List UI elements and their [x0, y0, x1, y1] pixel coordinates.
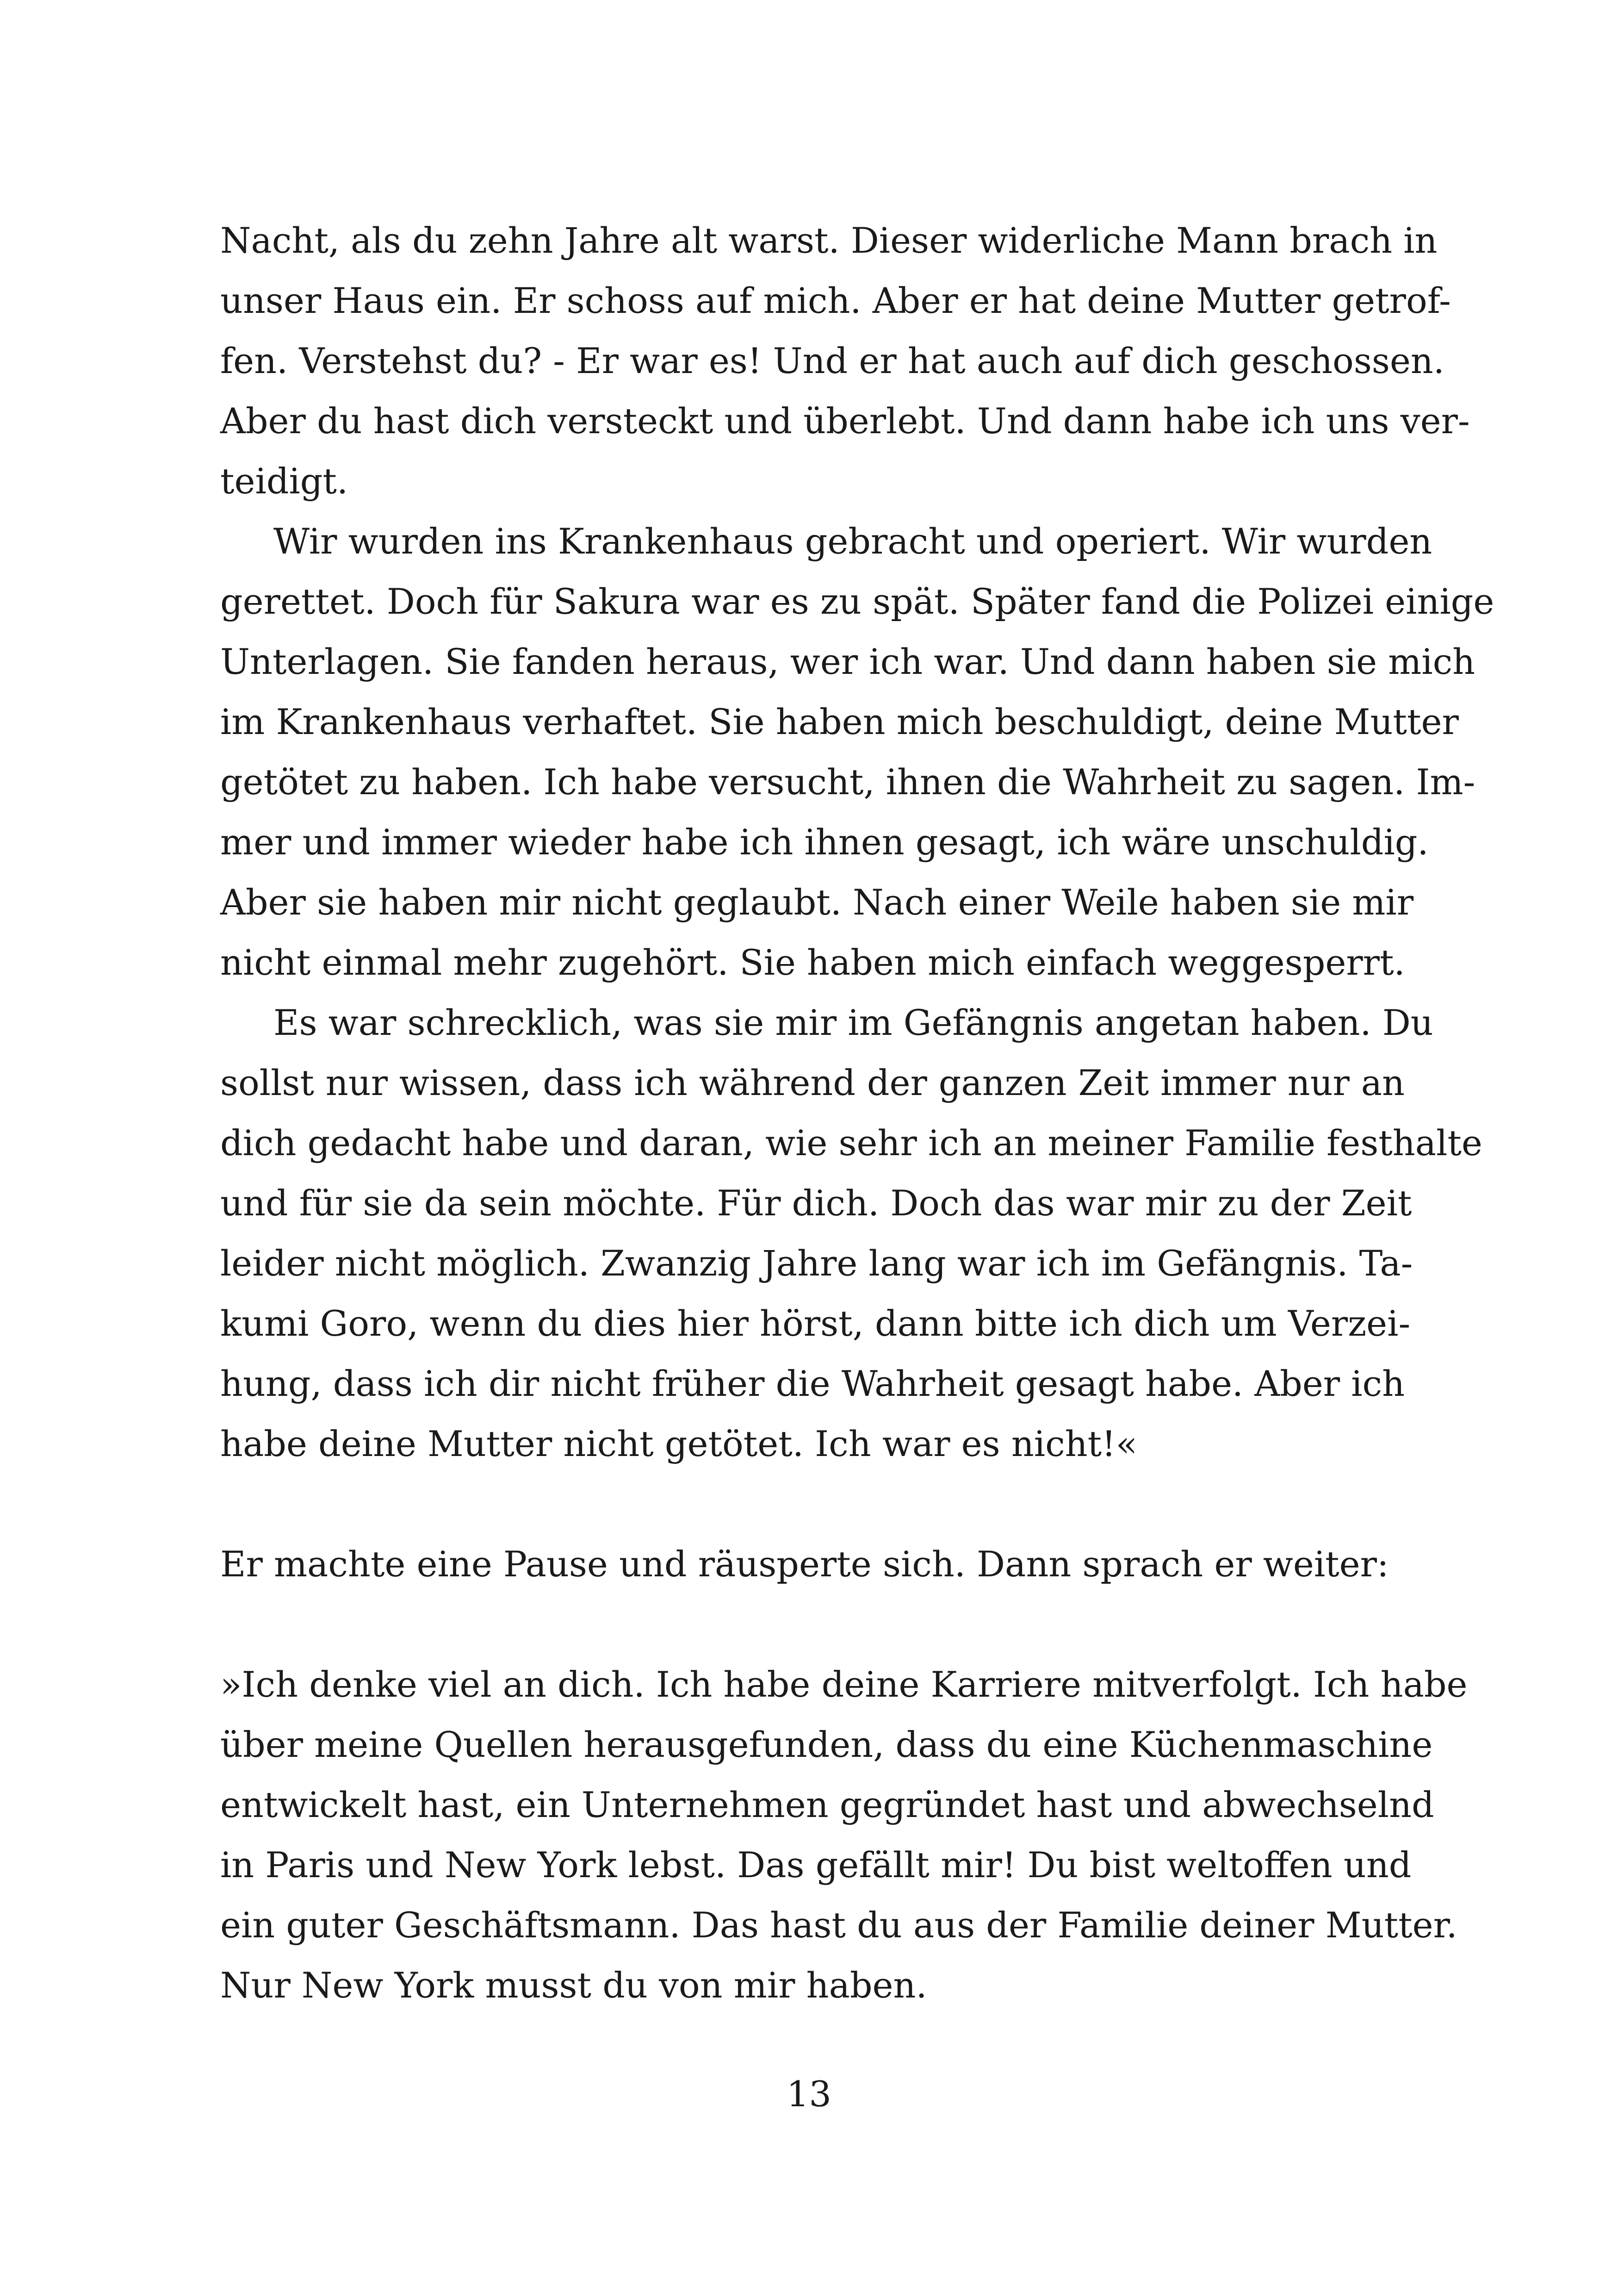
text-line: sollst nur wissen, dass ich während der ganzen Zeit immer nur an — [220, 1062, 1405, 1103]
text-line: unser Haus ein. Er schoss auf mich. Aber er hat deine Mutter getrof- — [220, 280, 1451, 321]
text-line: »Ich denke viel an dich. Ich habe deine Karriere mitverfolgt. Ich habe — [220, 1664, 1468, 1705]
text-line: ein guter Geschäftsmann. Das hast du aus der Familie deiner Mutter. — [220, 1904, 1457, 1946]
text-line: dich gedacht habe und daran, wie sehr ich an meiner Familie festhalte — [220, 1122, 1482, 1164]
text-line: und für sie da sein möchte. Für dich. Doch das war mir zu der Zeit — [220, 1182, 1412, 1224]
text-line: gerettet. Doch für Sakura war es zu spät. Später fand die Polizei einige — [220, 581, 1494, 622]
text-line: Unterlagen. Sie fanden heraus, wer ich war. Und dann haben sie mich — [220, 641, 1475, 682]
text-line: hung, dass ich dir nicht früher die Wahrheit gesagt habe. Aber ich — [220, 1363, 1405, 1404]
text-line: fen. Verstehst du? - Er war es! Und er hat auch auf dich geschossen. — [220, 340, 1444, 381]
text-line: Aber du hast dich versteckt und überlebt. Und dann habe ich uns ver- — [220, 400, 1470, 442]
text-line: Es war schrecklich, was sie mir im Gefängnis angetan haben. Du — [273, 1002, 1433, 1043]
text-line: kumi Goro, wenn du dies hier hörst, dann bitte ich dich um Verzei- — [220, 1303, 1411, 1344]
body-text — [220, 211, 1494, 2016]
paragraph-1 — [220, 211, 1470, 511]
text-line: Nacht, als du zehn Jahre alt warst. Dieser widerliche Mann brach in — [220, 220, 1438, 261]
paragraph-2 — [220, 511, 1494, 993]
text-line: habe deine Mutter nicht getötet. Ich war es nicht!« — [220, 1423, 1138, 1464]
text-line: nicht einmal mehr zugehört. Sie haben mich einfach weggesperrt. — [220, 942, 1405, 983]
paragraph-5 — [220, 1655, 1468, 2016]
text-line: mer und immer wieder habe ich ihnen gesagt, ich wäre unschuldig. — [220, 821, 1429, 863]
text-line: Nur New York musst du von mir haben. — [220, 1965, 927, 2006]
paragraph-spacer — [220, 1474, 1405, 1534]
text-line: in Paris und New York lebst. Das gefällt mir! Du bist weltoffen und — [220, 1844, 1412, 1885]
text-line: Er machte eine Pause und räusperte sich. Dann sprach er weiter: — [220, 1543, 1389, 1585]
text-line: entwickelt hast, ein Unternehmen gegründet hast und abwechselnd — [220, 1784, 1434, 1825]
paragraph-3 — [220, 993, 1482, 1474]
text-line: teidigt. — [220, 460, 348, 502]
text-line: im Krankenhaus verhaftet. Sie haben mich beschuldigt, deine Mutter — [220, 701, 1459, 742]
paragraph-spacer — [220, 1594, 1405, 1655]
paragraph-4 — [220, 1534, 1405, 1594]
text-line: Aber sie haben mir nicht geglaubt. Nach einer Weile haben sie mir — [220, 882, 1414, 923]
page-number: 13 — [787, 2073, 831, 2115]
text-line: Wir wurden ins Krankenhaus gebracht und operiert. Wir wurden — [273, 521, 1432, 562]
text-line: getötet zu haben. Ich habe versucht, ihnen die Wahrheit zu sagen. Im- — [220, 761, 1475, 803]
text-line: über meine Quellen herausgefunden, dass du eine Küchenmaschine — [220, 1724, 1433, 1765]
text-line: leider nicht möglich. Zwanzig Jahre lang war ich im Gefängnis. Ta- — [220, 1243, 1413, 1284]
